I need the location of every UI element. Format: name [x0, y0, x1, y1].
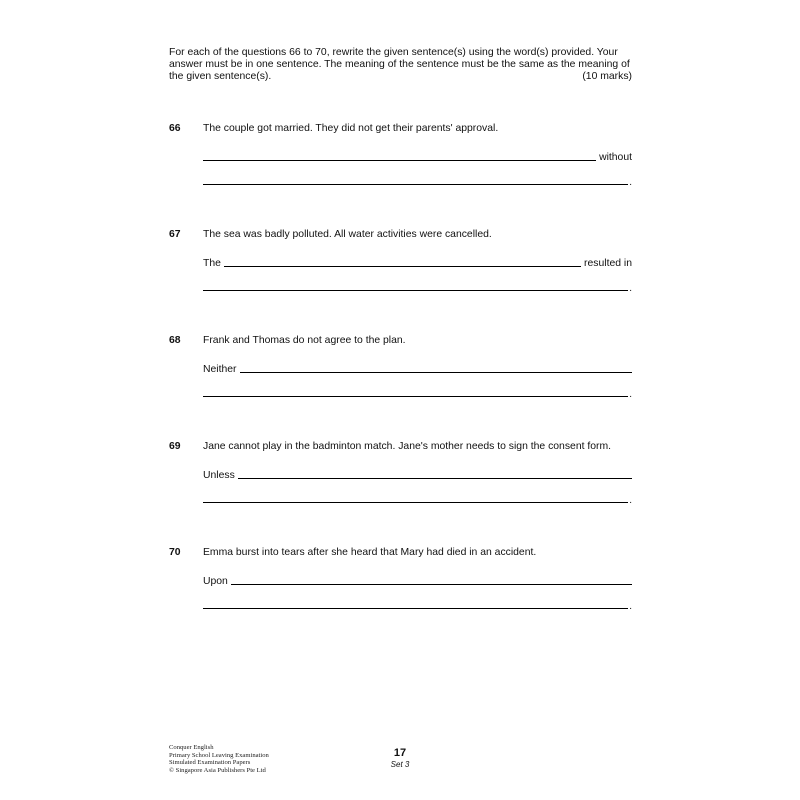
- question-sentence: The couple got married. They did not get their parents' approval.: [203, 123, 499, 134]
- question-number: 68: [169, 335, 181, 346]
- answer-blank[interactable]: [203, 184, 628, 185]
- answer-line-1[interactable]: [203, 576, 632, 587]
- answer-prefix: Upon: [203, 576, 228, 587]
- page-footer: [360, 747, 440, 769]
- full-stop: .: [629, 389, 632, 400]
- instruction-line-3: the given sentence(s).: [169, 71, 272, 83]
- credit-line: Conquer English: [169, 744, 214, 751]
- full-stop: .: [629, 495, 632, 506]
- answer-blank[interactable]: [203, 396, 628, 397]
- answer-prefix: Neither: [203, 364, 237, 375]
- full-stop: .: [629, 283, 632, 294]
- answer-prefix: Unless: [203, 470, 235, 481]
- question-number: 70: [169, 547, 181, 558]
- answer-blank[interactable]: [203, 608, 628, 609]
- question-number: 67: [169, 229, 181, 240]
- answer-blank[interactable]: [238, 478, 632, 479]
- answer-blank[interactable]: [203, 502, 628, 503]
- full-stop: .: [629, 601, 632, 612]
- copyright-line: © Singapore Asia Publishers Pte Ltd: [169, 766, 266, 774]
- answer-line-2[interactable]: [203, 285, 632, 293]
- question-sentence: Jane cannot play in the badminton match. Jane's mother needs to sign the consent form.: [203, 441, 612, 452]
- instructions: [169, 47, 632, 84]
- answer-blank[interactable]: [231, 584, 632, 585]
- instruction-line-2: answer must be in one sentence. The meaning of the sentence must be the same as the meaning of: [169, 59, 630, 71]
- answer-line-1[interactable]: [203, 258, 632, 269]
- question-sentence: Emma burst into tears after she heard that Mary had died in an accident.: [203, 547, 537, 558]
- instruction-line-1: For each of the questions 66 to 70, rewrite the given sentence(s) using the word(s) provided. Your: [169, 47, 618, 58]
- answer-line-1[interactable]: [203, 364, 632, 375]
- set-label: Set 3: [390, 760, 410, 769]
- answer-line-1[interactable]: [203, 470, 632, 481]
- question-sentence: The sea was badly polluted. All water activities were cancelled.: [203, 229, 492, 240]
- answer-line-2[interactable]: [203, 179, 632, 187]
- credit-line: Primary School Leaving Examination: [169, 751, 269, 759]
- credit-line: Simulated Examination Papers: [169, 759, 251, 767]
- marks-label: (10 marks): [582, 71, 632, 83]
- question-sentence: Frank and Thomas do not agree to the plan.: [203, 335, 406, 346]
- page-number: 17: [393, 747, 407, 759]
- answer-blank[interactable]: [203, 290, 628, 291]
- answer-line-2[interactable]: [203, 391, 632, 399]
- answer-line-1[interactable]: [203, 152, 632, 163]
- question-number: 69: [169, 441, 181, 452]
- answer-suffix: without: [599, 152, 632, 163]
- question-number: 66: [169, 123, 181, 134]
- answer-prefix: The: [203, 258, 221, 269]
- answer-line-2[interactable]: [203, 603, 632, 611]
- full-stop: .: [629, 177, 632, 188]
- answer-blank[interactable]: [240, 372, 633, 373]
- answer-suffix: resulted in: [584, 258, 632, 269]
- answer-line-2[interactable]: [203, 497, 632, 505]
- answer-blank[interactable]: [224, 266, 581, 267]
- answer-blank[interactable]: [203, 160, 596, 161]
- publisher-credits: [169, 744, 269, 774]
